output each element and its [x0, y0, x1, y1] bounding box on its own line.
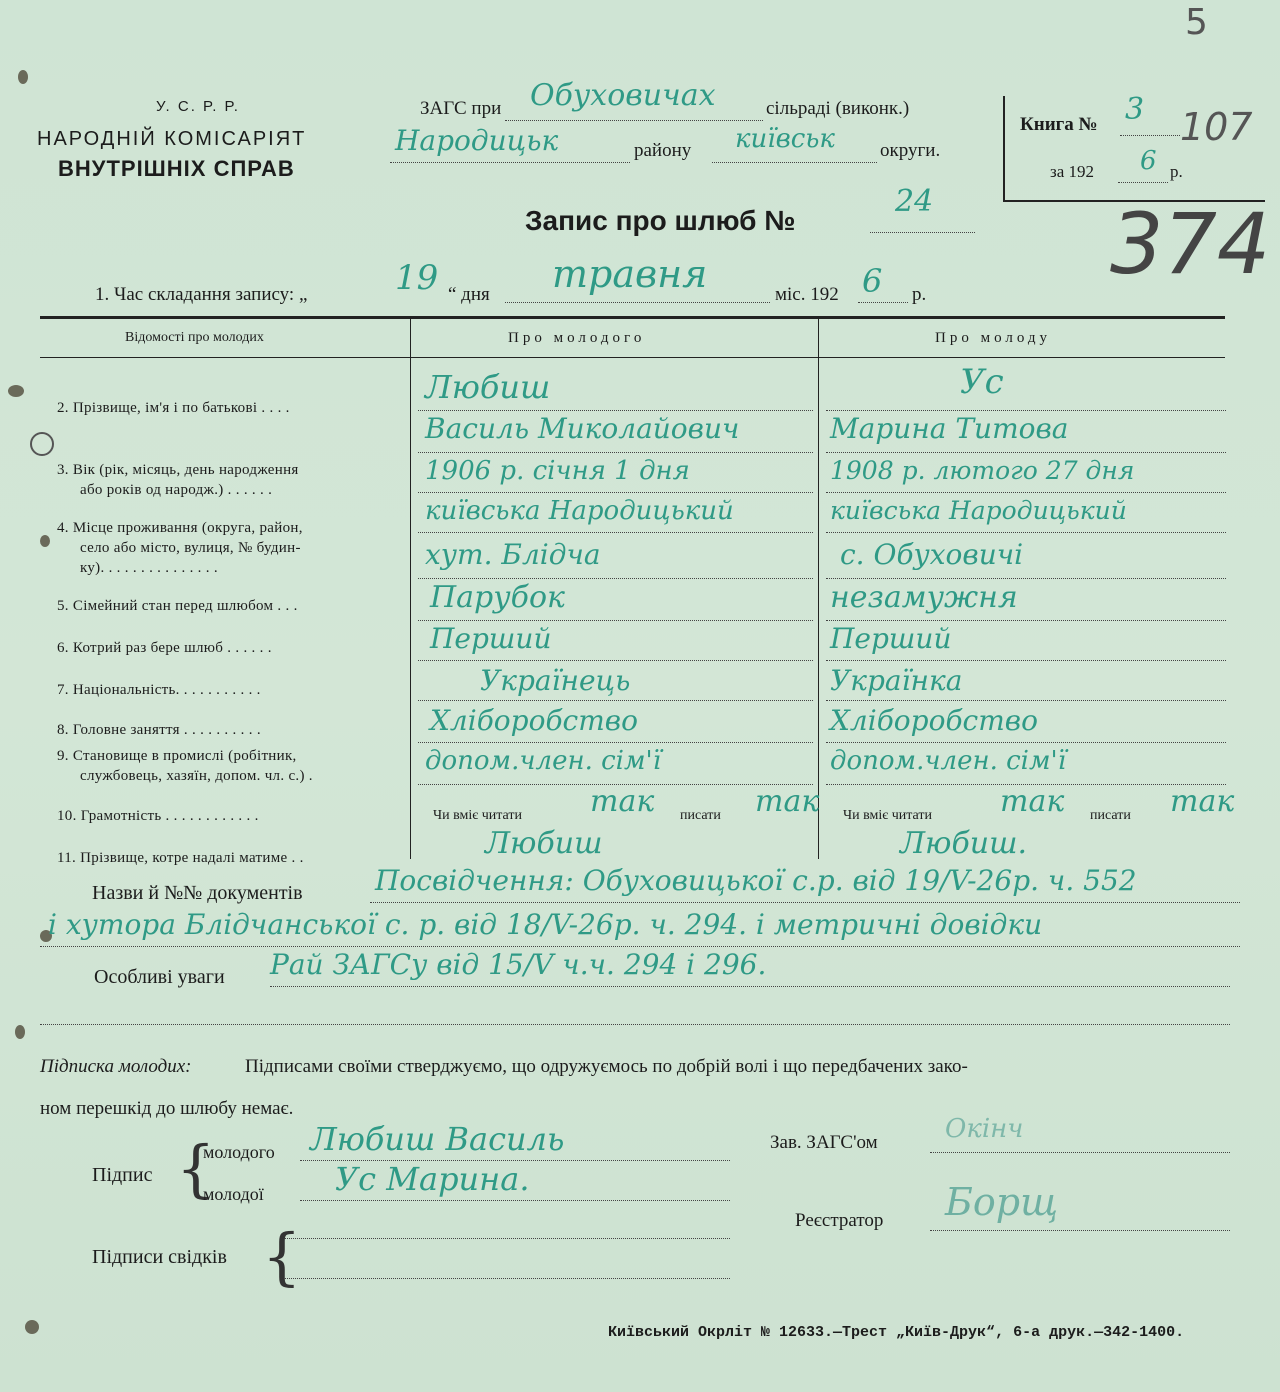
book-label: Книга № — [1020, 114, 1098, 135]
record-title: Запис про шлюб № — [525, 205, 796, 236]
book-r-label: р. — [1170, 162, 1183, 181]
groom-status: допом.член. сім'ї — [425, 746, 662, 776]
header-groom: Про молодого — [508, 330, 646, 346]
bride-marital: незамужня — [830, 580, 1018, 615]
table-col-divider — [818, 319, 819, 859]
registrar-label: Реєстратор — [795, 1210, 884, 1231]
bride-read-label: Чи вміє читати — [843, 808, 933, 823]
punch-hole — [8, 385, 24, 397]
documents-label: Назви й №№ документів — [92, 882, 303, 904]
book-number: 3 — [1125, 92, 1145, 127]
declaration-italic: Підписка молодих: — [40, 1056, 192, 1077]
bride-occupation: Хліборобство — [830, 704, 1038, 737]
council-label: сільраді (виконк.) — [766, 98, 910, 119]
bride-write-value: так — [1170, 784, 1235, 819]
groom-write-value: так — [755, 784, 820, 819]
label-age: 3. Вік (рік, місяць, день народження — [57, 462, 299, 478]
folio-number: 107 — [1180, 105, 1253, 149]
signature-label: Підпис — [92, 1164, 153, 1186]
bride-future-surname: Любиш. — [900, 826, 1028, 861]
time-month-label: міс. 192 — [775, 284, 839, 305]
header-info: Відомості про молодих — [125, 330, 264, 345]
head-signature: Окінч — [945, 1114, 1024, 1144]
bride-write-label: писати — [1090, 808, 1131, 823]
label-status-2: службовець, хазяїн, допом. чл. с.) . — [80, 768, 313, 784]
bride-nationality: Українка — [830, 664, 963, 697]
label-nationality: 7. Національність. . . . . . . . . . . — [57, 682, 261, 698]
groom-signature: Любиш Василь — [310, 1120, 565, 1158]
label-name: 2. Прізвище, ім'я і по батькові . . . . — [57, 400, 290, 416]
label-times: 6. Котрий раз бере шлюб . . . . . . — [57, 640, 272, 656]
groom-future-surname: Любиш — [485, 826, 603, 861]
notes-value: Рай ЗАГСу від 15/V ч.ч. 294 і 296. — [270, 948, 767, 981]
groom-marital: Парубок — [430, 580, 565, 615]
ussr-label: У. С. Р. Р. — [156, 98, 240, 115]
groom-occupation: Хліборобство — [430, 704, 638, 737]
label-status: 9. Становище в промислі (робітник, — [57, 748, 297, 764]
punch-hole — [40, 535, 50, 547]
groom-village: хут. Блідча — [425, 538, 601, 571]
bride-status: допом.член. сім'ї — [830, 746, 1067, 776]
groom-read-value: так — [590, 784, 655, 819]
label-literacy: 10. Грамотність . . . . . . . . . . . . — [57, 808, 259, 824]
registrar-signature: Борщ — [945, 1180, 1059, 1224]
book-box-border — [1003, 96, 1005, 202]
punch-hole — [25, 1320, 39, 1334]
time-label: 1. Час складання запису: „ — [95, 284, 308, 305]
documents-line2: і хутора Блідчанської с. р. від 18/V-26р. ч. 294. і метричні довідки — [48, 908, 1043, 941]
notes-label: Особливі уваги — [94, 966, 225, 988]
head-label: Зав. ЗАГС'ом — [770, 1132, 878, 1153]
time-month: травня — [552, 252, 708, 296]
zags-value: Обуховичах — [530, 78, 716, 113]
groom-write-label: писати — [680, 808, 721, 823]
printer-footer: Київський Окрліт № 12633.—Трест „Київ-Друк“, 6-а друк.—342-1400. — [608, 1324, 1185, 1341]
bride-village: с. Обуховичі — [840, 538, 1024, 571]
book-year-label: за 192 — [1050, 162, 1095, 181]
bride-surname: Ус — [960, 362, 1004, 402]
table-col-divider — [410, 319, 411, 859]
okrug-label: округи. — [880, 140, 941, 161]
corner-number: 5 — [1185, 2, 1208, 43]
signature-brace: { — [176, 1132, 216, 1205]
bride-times: Перший — [830, 622, 952, 655]
label-future-surname: 11. Прізвище, котре надалі матиме . . — [57, 850, 304, 866]
zags-label: ЗАГС при — [420, 98, 502, 119]
department-label: ВНУТРІШНІХ СПРАВ — [58, 156, 295, 181]
witness-brace: { — [262, 1220, 302, 1293]
declaration-line2: ном перешкід до шлюбу немає. — [40, 1098, 294, 1119]
label-occupation: 8. Головне заняття . . . . . . . . . . — [57, 722, 261, 738]
groom-residence: київська Народицький — [425, 496, 734, 526]
commissariat-label: НАРОДНІЙ КОМІСАРІЯТ — [37, 128, 307, 150]
header-bride: Про молоду — [935, 330, 1052, 346]
record-number: 24 — [895, 184, 934, 219]
bride-given-names: Марина Титова — [830, 412, 1069, 445]
groom-times: Перший — [430, 622, 552, 655]
label-age-2: або років од народж.) . . . . . . — [80, 482, 273, 498]
district-value: Народицьк — [395, 124, 559, 157]
groom-surname: Любиш — [425, 368, 551, 406]
bride-signature: Ус Марина. — [335, 1160, 530, 1198]
groom-read-label: Чи вміє читати — [433, 808, 523, 823]
witness-label: Підписи свідків — [92, 1246, 227, 1268]
time-year: 6 — [862, 262, 883, 300]
okrug-value: київськ — [735, 124, 835, 154]
district-label: району — [634, 140, 692, 161]
bride-birth: 1908 р. лютого 27 дня — [830, 456, 1135, 485]
label-residence: 4. Місце проживання (округа, район, — [57, 520, 303, 536]
groom-given-names: Василь Миколайович — [425, 412, 740, 445]
declaration-line1: Підписами своїми стверджуємо, що одружуємось по добрій волі і що передбачених зако- — [245, 1056, 968, 1077]
table-top-rule — [40, 316, 1225, 319]
groom-nationality: Українець — [480, 664, 631, 697]
time-day: 19 — [395, 258, 439, 298]
bride-read-value: так — [1000, 784, 1065, 819]
label-marital: 5. Сімейний стан перед шлюбом . . . — [57, 598, 298, 614]
table-header-rule — [40, 357, 1225, 358]
punch-hole — [15, 1025, 25, 1039]
bride-residence: київська Народицький — [830, 496, 1127, 525]
book-year-value: 6 — [1140, 146, 1157, 176]
bride-sign-label: молодої — [203, 1184, 264, 1204]
label-residence-2: село або місто, вулиця, № будин- — [80, 540, 301, 556]
time-r: р. — [912, 284, 927, 305]
groom-birth: 1906 р. січня 1 дня — [425, 456, 690, 486]
punch-hole — [18, 70, 28, 84]
label-residence-3: ку). . . . . . . . . . . . . . . — [80, 560, 218, 576]
groom-sign-label: молодого — [203, 1142, 275, 1162]
documents-line1: Посвідчення: Обуховицької с.р. від 19/V-26р. ч. 552 — [375, 864, 1137, 897]
pencil-number: 374 — [1110, 195, 1271, 293]
punch-hole — [30, 432, 54, 456]
time-day-label: “ дня — [448, 284, 490, 305]
